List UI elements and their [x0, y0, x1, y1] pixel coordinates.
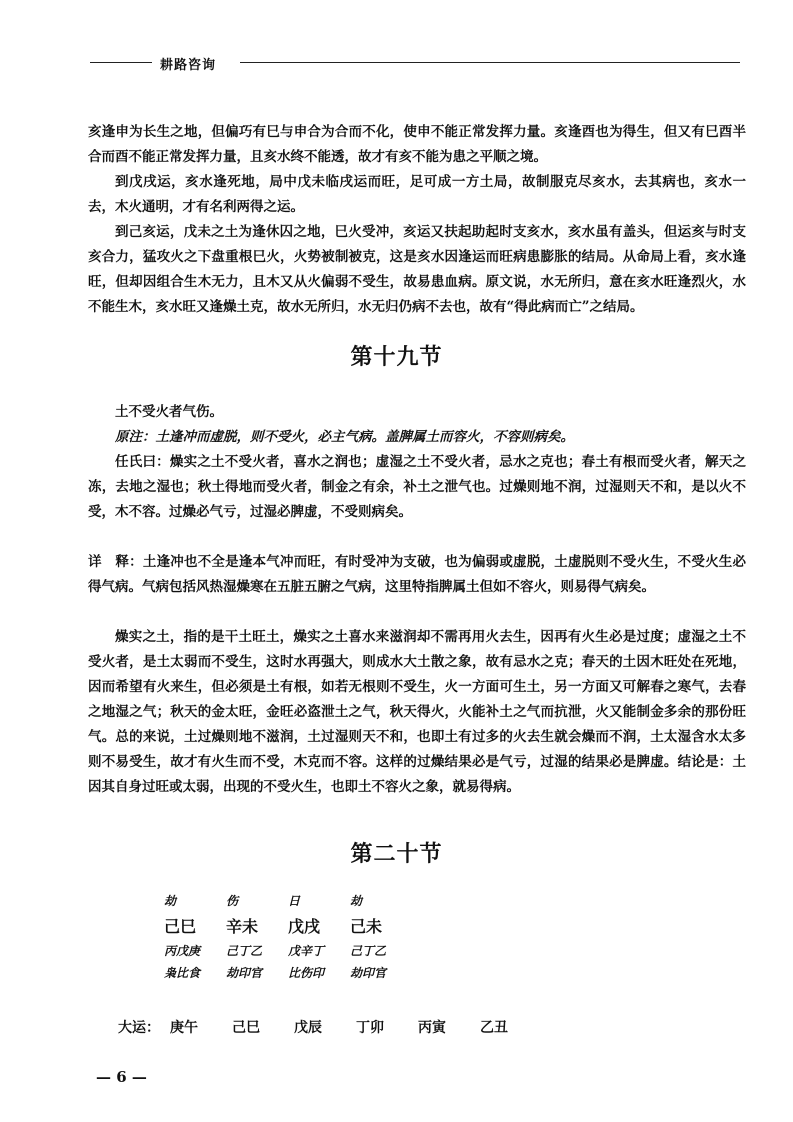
header-title: 耕路咨询: [160, 58, 217, 73]
shishen-year: 劫: [164, 894, 177, 908]
cangshen-day: 比伤印: [288, 966, 325, 980]
cangshen-year: 枭比食: [164, 966, 201, 980]
shishen-month: 伤: [226, 894, 239, 908]
canggan-day: 戊辛丁: [288, 944, 325, 958]
ganzhi-month: 辛未: [226, 917, 259, 936]
dayun-row: [118, 1017, 542, 1037]
dayun-item: 戊辰: [294, 1020, 322, 1036]
ganzhi-day: 戊戌: [288, 917, 321, 936]
section19-explain: 燥实之土，指的是干土旺土，燥实之土喜水来滋润却不需再用火去生，因再有火生必是过度；虚湿之土不受火者，是土太弱而不受生，这时水再强大，则成水大土散之象，故有忌水之克；春天的土因木旺处在死地，因而希望有火来生，但必须是土有根，如若无根则不受生，火一方面可生土，另一方面又可解春之寒气，去春之地湿之气；秋天的金太旺，金旺必盗泄土之气，秋天得火，火能补土之气而抗泄，火又能制金多余的那份旺气。总的来说，土过燥则地不滋润，土过湿则天不和，也即土有过多的火去生就会燥而不润，土太湿含水太多则不易受生，故才有火生而不受，木克而不容。这样的过燥结果必是气亏，过湿的结果必是脾虚。结论是：土因其自身过旺或太弱，出现的不受火生，也即土不容火之象，就易得病。: [88, 629, 746, 795]
header-rule-right: [240, 62, 740, 63]
dayun-item: 庚午: [170, 1020, 198, 1036]
canggan-year: 丙戊庚: [164, 944, 201, 958]
dayun-item: 己巳: [232, 1020, 260, 1036]
section19-xiangshi: [88, 550, 746, 600]
canggan-hour: 己丁乙: [350, 944, 387, 958]
chart-canggan-row: [164, 942, 412, 964]
ganzhi-year: 己巳: [164, 917, 197, 936]
section19-renshi: 任氏曰：燥实之土不受火者，喜水之润也；虚湿之土不受火者，忌水之克也；春土有根而受火者，解天之冻，去地之湿也；秋土得地而受火者，制金之有余，补土之泄气也。过燥则地不润，过湿则天不和，是以火不受，木不容。过燥必气亏，过湿必脾虚，不受则病矣。: [88, 454, 746, 520]
shishen-day: 日: [288, 894, 301, 908]
canggan-month: 己丁乙: [226, 944, 263, 958]
section19-yuanzhu: 原注：土逢冲而虚脱，则不受火，必主气病。盖脾属土而容火，不容则病矣。: [115, 429, 574, 445]
paragraph-wuxu-yun: 到戊戌运，亥水逢死地，局中戊未临戌运而旺，足可成一方土局，故制服克尽亥水，去其病也，亥水一去，木火通明，才有名利两得之运。: [88, 174, 746, 215]
shishen-hour: 劫: [350, 894, 363, 908]
paragraph-jihai-yun: 到己亥运，戊未之土为逢休囚之地，巳火受冲，亥运又扶起助起时支亥水，亥水虽有盖头，但运亥与时支亥合力，猛攻火之下盘重根巳火，火势被制被克，这是亥水因逢运而旺病患膨胀的结局。从命局上看，亥水逢旺，但却因组合生木无力，且木又从火偏弱不受生，故易患血病。原文说，水无所归，意在亥水旺逢烈火，水不能生木，亥水旺又逢燥土克，故水无所归，水无归仍病不去也，故有“得此病而亡”之结局。: [88, 224, 746, 315]
chart-ganzhi-row: [164, 914, 412, 942]
xiangshi-text: 土逢冲也不全是逢本气冲而旺，有时受冲为支破，也为偏弱或虚脱，土虚脱则不受火生，不受火生必得气病。气病包括风热湿燥寒在五脏五腑之气病，这里特指脾属土但如不容火，则易得气病矣。: [88, 554, 747, 595]
section19-heading: 土不受火者气伤。: [115, 404, 223, 420]
running-header: [90, 54, 740, 73]
cangshen-month: 劫印官: [226, 966, 263, 980]
paragraph-continued: 亥逢申为长生之地，但偏巧有巳与申合为合而不化，使申不能正常发挥力量。亥逢酉也为得生，但又有巳酉半合而酉不能正常发挥力量，且亥水终不能透，故才有亥不能为患之平顺之境。: [88, 124, 746, 165]
dayun-item: 乙丑: [480, 1020, 508, 1036]
chart-cangshen-row: [164, 964, 412, 986]
page-number: — 6 —: [96, 1068, 147, 1086]
bazi-chart: [164, 892, 412, 986]
chart-shishen-row: [164, 892, 412, 914]
dayun-item: 丙寅: [418, 1020, 446, 1036]
section-title-20: 第二十节: [350, 842, 443, 867]
cangshen-hour: 劫印官: [350, 966, 387, 980]
header-rule-left: [90, 62, 152, 63]
ganzhi-hour: 己未: [350, 917, 383, 936]
dayun-label: 大运：: [118, 1020, 160, 1036]
xiangshi-label: 详 释：: [88, 554, 143, 570]
dayun-item: 丁卯: [356, 1020, 384, 1036]
section-title-19: 第十九节: [350, 345, 443, 370]
